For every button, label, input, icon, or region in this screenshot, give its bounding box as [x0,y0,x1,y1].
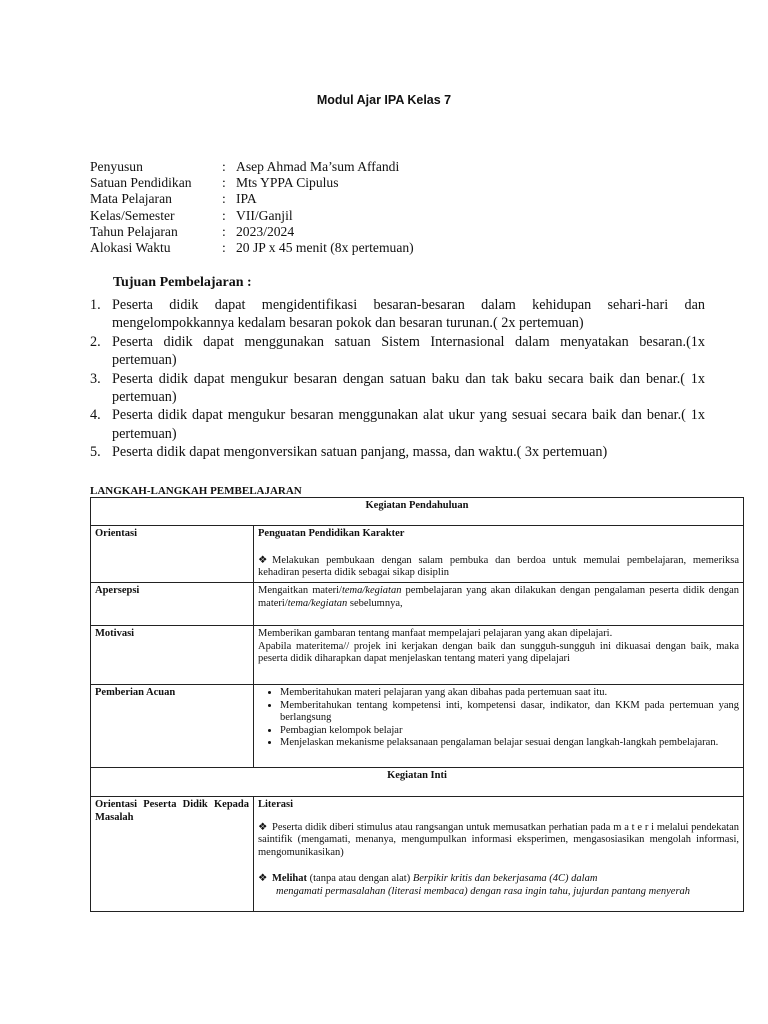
list-number: 1. [90,297,101,313]
melihat-italic: Berpikir kritis dan bekerjasama (4C) dalam [412,873,598,884]
meta-row-satuan [90,175,414,191]
table-row [91,768,744,797]
list-item: • Memberitahukan materi pelajaran yang akan dibahas pada pertemuan saat itu. [280,687,739,700]
list-item [90,333,705,370]
literasi-text-block [258,822,739,860]
list-item: • Memberitahukan tentang kompetensi inti, kompetensi dasar, indikator, dan KKM pada pertemuan yang berlangsung [280,700,739,725]
diamond-bullet-icon: ❖ [258,873,268,884]
meta-label: Alokasi Waktu [90,240,171,256]
diamond-bullet-icon: ❖ [258,554,268,566]
diamond-bullet-icon: ❖ [258,821,268,833]
row-label-orientasi: Orientasi [91,526,254,583]
table-row [91,685,744,768]
acuan-list [258,687,739,750]
meta-colon: : [222,240,226,256]
meta-value: 20 JP x 45 menit (8x pertemuan) [236,240,414,256]
table-row [91,583,744,626]
apersepsi-text: pembelajaran yang akan dilakukan dengan pengalaman peserta didik dengan materi/ [258,585,739,609]
meta-label: Mata Pelajaran [90,191,172,207]
melihat-line2: mengamati permasalahan (literasi membaca) dengan rasa ingin tahu, jujurdan pantang menyerah [276,885,691,897]
list-number: 3. [90,370,101,387]
meta-label: Kelas/Semester [90,207,175,223]
literasi-text: Peserta didik diberi stimulus atau rangsangan untuk memusatkan perhatian pada m a t e r i melalui pendekatan saintifik (mengamati, menanya, mengumpulkan informasi eksperimen, mengasosiasikan mengolah informasi, mengomunikasikan) [258,821,739,858]
section-pendahuluan: Kegiatan Pendahuluan [91,498,744,526]
melihat-text: (tanpa atau dengan alat) [307,873,413,884]
row-content-orientasi [254,526,744,583]
meta-label: Penyusun [90,159,143,174]
orientasi-text-block [258,555,739,580]
langkah-table [90,497,744,912]
list-text: Peserta didik dapat mengidentifikasi besaran-besaran dalam kehidupan sehari-hari dan mengelompokkannya kedalam besaran pokok dan besaran turunan.( 2x pertemuan) [112,297,705,332]
melihat-block [258,873,739,886]
row-content-acuan [254,685,744,768]
meta-row-penyusun [90,159,414,175]
tujuan-list [90,296,705,462]
meta-row-kelas [90,208,414,224]
apersepsi-italic: tema/kegiatan [341,585,402,596]
table-row [91,626,744,685]
list-item [90,370,705,407]
meta-value: Mts YPPA Cipulus [236,175,339,191]
meta-value: IPA [236,191,257,207]
apersepsi-italic: tema/kegiatan [287,597,348,609]
identity-block [90,159,414,256]
meta-colon: : [222,223,226,239]
apersepsi-text: Mengaitkan materi/ [258,585,342,596]
meta-value: VII/Ganjil [236,207,293,223]
list-number: 2. [90,333,101,350]
document-title: Modul Ajar IPA Kelas 7 [316,93,452,107]
list-text: Peserta didik dapat menggunakan satuan Sistem Internasional dalam menyatakan besaran.(1x pertemuan) [112,333,705,369]
orientasi-text: Melakukan pembukaan dengan salam pembuka dan berdoa untuk memulai pembelajaran, memeriksa kehadiran peserta didik sebagai sikap disiplin [258,554,739,578]
list-number: 5. [90,444,101,461]
meta-label: Tahun Pelajaran [90,223,178,239]
meta-label: Satuan Pendidikan [90,175,192,191]
row-label-motivasi: Motivasi [91,626,254,685]
row-label-masalah: Orientasi Peserta Didik Kepada Masalah [91,797,254,912]
apersepsi-text: sebelumnya, [347,597,403,609]
list-text: Peserta didik dapat mengonversikan satuan panjang, massa, dan waktu.( 3x pertemuan) [112,444,608,461]
row-content-motivasi [254,626,744,685]
row-label-apersepsi: Apersepsi [91,583,254,626]
ppk-heading: Penguatan Pendidikan Karakter [258,528,405,539]
row-label-acuan: Pemberian Acuan [91,685,254,768]
row-content-apersepsi [254,583,744,626]
meta-value: 2023/2024 [236,223,295,239]
table-row [91,797,744,912]
meta-row-mapel [90,191,414,207]
list-text: Peserta didik dapat mengukur besaran dengan satuan baku dan tak baku secara baik dan benar.( 1x pertemuan) [112,370,705,406]
list-item [90,443,705,461]
list-number: 4. [90,407,101,424]
motivasi-line: Memberikan gambaran tentang manfaat mempelajari pelajaran yang akan dipelajari. [258,628,613,639]
literasi-heading: Literasi [258,799,293,810]
meta-colon: : [222,191,226,207]
list-item [90,296,705,333]
melihat-label: Melihat [272,873,307,884]
meta-value: Asep Ahmad Ma’sum Affandi [236,159,400,174]
tujuan-heading: Tujuan Pembelajaran : [113,275,252,290]
list-item: • Pembagian kelompok belajar [280,725,739,738]
list-item [90,406,705,443]
meta-colon: : [222,175,226,191]
table-row [91,526,744,583]
row-content-masalah [254,797,744,912]
section-inti: Kegiatan Inti [91,768,744,797]
motivasi-line: Apabila materitema// projek ini kerjakan dengan baik dan sungguh-sungguh ini dikuasai dengan baik, maka peserta didik diharapkan dapat menjelaskan tentang materi yang dipelajari [258,640,739,664]
list-text: Peserta didik dapat mengukur besaran menggunakan alat ukur yang sesuai secara baik dan benar.( 1x pertemuan) [112,407,705,442]
langkah-heading: LANGKAH-LANGKAH PEMBELAJARAN [90,485,302,497]
table-row [91,498,744,526]
meta-colon: : [222,159,226,174]
list-item: • Menjelaskan mekanisme pelaksanaan pengalaman belajar sesuai dengan langkah-langkah pembelajaran. [280,737,739,750]
meta-colon: : [222,207,226,223]
meta-row-tahun [90,224,414,240]
meta-row-alokasi [90,240,414,256]
